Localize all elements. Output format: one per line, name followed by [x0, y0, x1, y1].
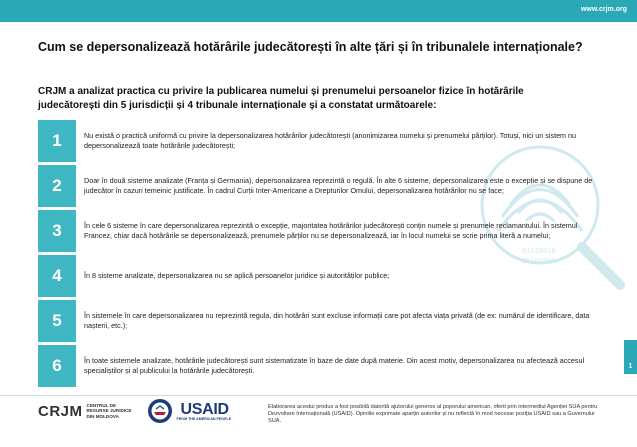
top-banner: [0, 0, 637, 22]
finding-row: [38, 255, 598, 297]
usaid-logo: [177, 401, 232, 421]
footer-divider: [0, 395, 637, 396]
crjm-logo: CRJM: [38, 402, 83, 420]
finding-text: În 8 sisteme analizate, depersonalizarea nu se aplică persoanelor juridice și autorităților publice;: [84, 270, 390, 280]
finding-number: 1: [38, 120, 76, 162]
finding-number: 5: [38, 300, 76, 342]
finding-row: [38, 300, 598, 342]
finding-row: [38, 165, 598, 207]
finding-number: 2: [38, 165, 76, 207]
findings-list: [38, 120, 598, 390]
usaid-tagline: FROM THE AMERICAN PEOPLE: [176, 417, 232, 421]
usaid-seal-icon: [147, 398, 173, 424]
finding-number: 6: [38, 345, 76, 387]
finding-text: În toate sistemele analizate, hotărârile judecătorești sunt sistematizate în baze de date după materie. Din acest motiv, depersonalizarea nu afectează accesul specialiștilor și al publicului la hotărârile judecătorești.: [84, 355, 585, 375]
finding-text: Doar în două sisteme analizate (Franța și Germania), depersonalizarea reprezintă o regulă. În alte 6 sisteme, depersonalizarea este o excepție și se dispune de judecător în cazuri temeinic justificate. În cadrul Curții Inter-Americane a Drepturilor Omului, depersonalizarea hotărârilor nu se face;: [84, 175, 593, 195]
website-url[interactable]: www.crjm.org: [580, 6, 627, 13]
page-number: 1: [628, 363, 633, 370]
finding-text: Nu există o practică uniformă cu privire la depersonalizarea hotărârilor judecătorești (anonimizarea numelui și prenumelui părților). Totuși, nici un sistem nu depersonalizează toate hotărârile judecătorești;: [84, 130, 577, 150]
binary-text-2: 00101001: [522, 258, 556, 266]
finding-number: 4: [38, 255, 76, 297]
finding-row: [38, 120, 598, 162]
finding-text: În cele 6 sisteme în care depersonalizarea reprezintă o excepție, majoritatea hotărârilor judecătorești conțin numele și prenumele reclamantului. În sistemul Francez, chiar dacă hotărârile se depersonalizează, prenumele părților nu se depersonalizează, iar în locul numelui se scrie prima literă a numelui;: [84, 220, 578, 240]
usaid-wordmark: USAID: [180, 401, 229, 418]
finding-number: 3: [38, 210, 76, 252]
footer-logos: [38, 398, 231, 424]
finding-row: [38, 210, 598, 252]
finding-text: În sistemele în care depersonalizarea nu reprezintă regula, din hotărâri sunt excluse informații care pot afecta viața privată (de ex: numărul de identificare, data nașterii, etc.);: [84, 310, 590, 330]
page-number-tab: [624, 340, 637, 374]
intro-paragraph: CRJM a analizat practica cu privire la publicarea numelui și prenumelui persoanelor fizice în hotărârile judecătorești din 5 jurisdicții și 4 tribunale internaționale și a constatat următoarele:: [38, 86, 524, 111]
binary-text-1: 01010010: [522, 248, 556, 256]
finding-row: [38, 345, 598, 387]
page-title: Cum se depersonalizează hotărârile judecătorești în alte țări și în tribunalele internaționale?: [38, 40, 583, 54]
funding-disclaimer: Elaborarea acestui produs a fost posibilă datorită ajutorului generos al poporului american, oferit prin intermediul Agenției SUA pentru Dezvoltare Internațională (USAID). Opiniile exprimate aparțin autorilor și nu reflectă în mod necesar poziția USAID sau a Guvernului SUA.: [268, 404, 598, 425]
crjm-logo-subtitle: CENTRUL DE RESURSE JURIDICE DIN MOLDOVA: [86, 402, 132, 419]
